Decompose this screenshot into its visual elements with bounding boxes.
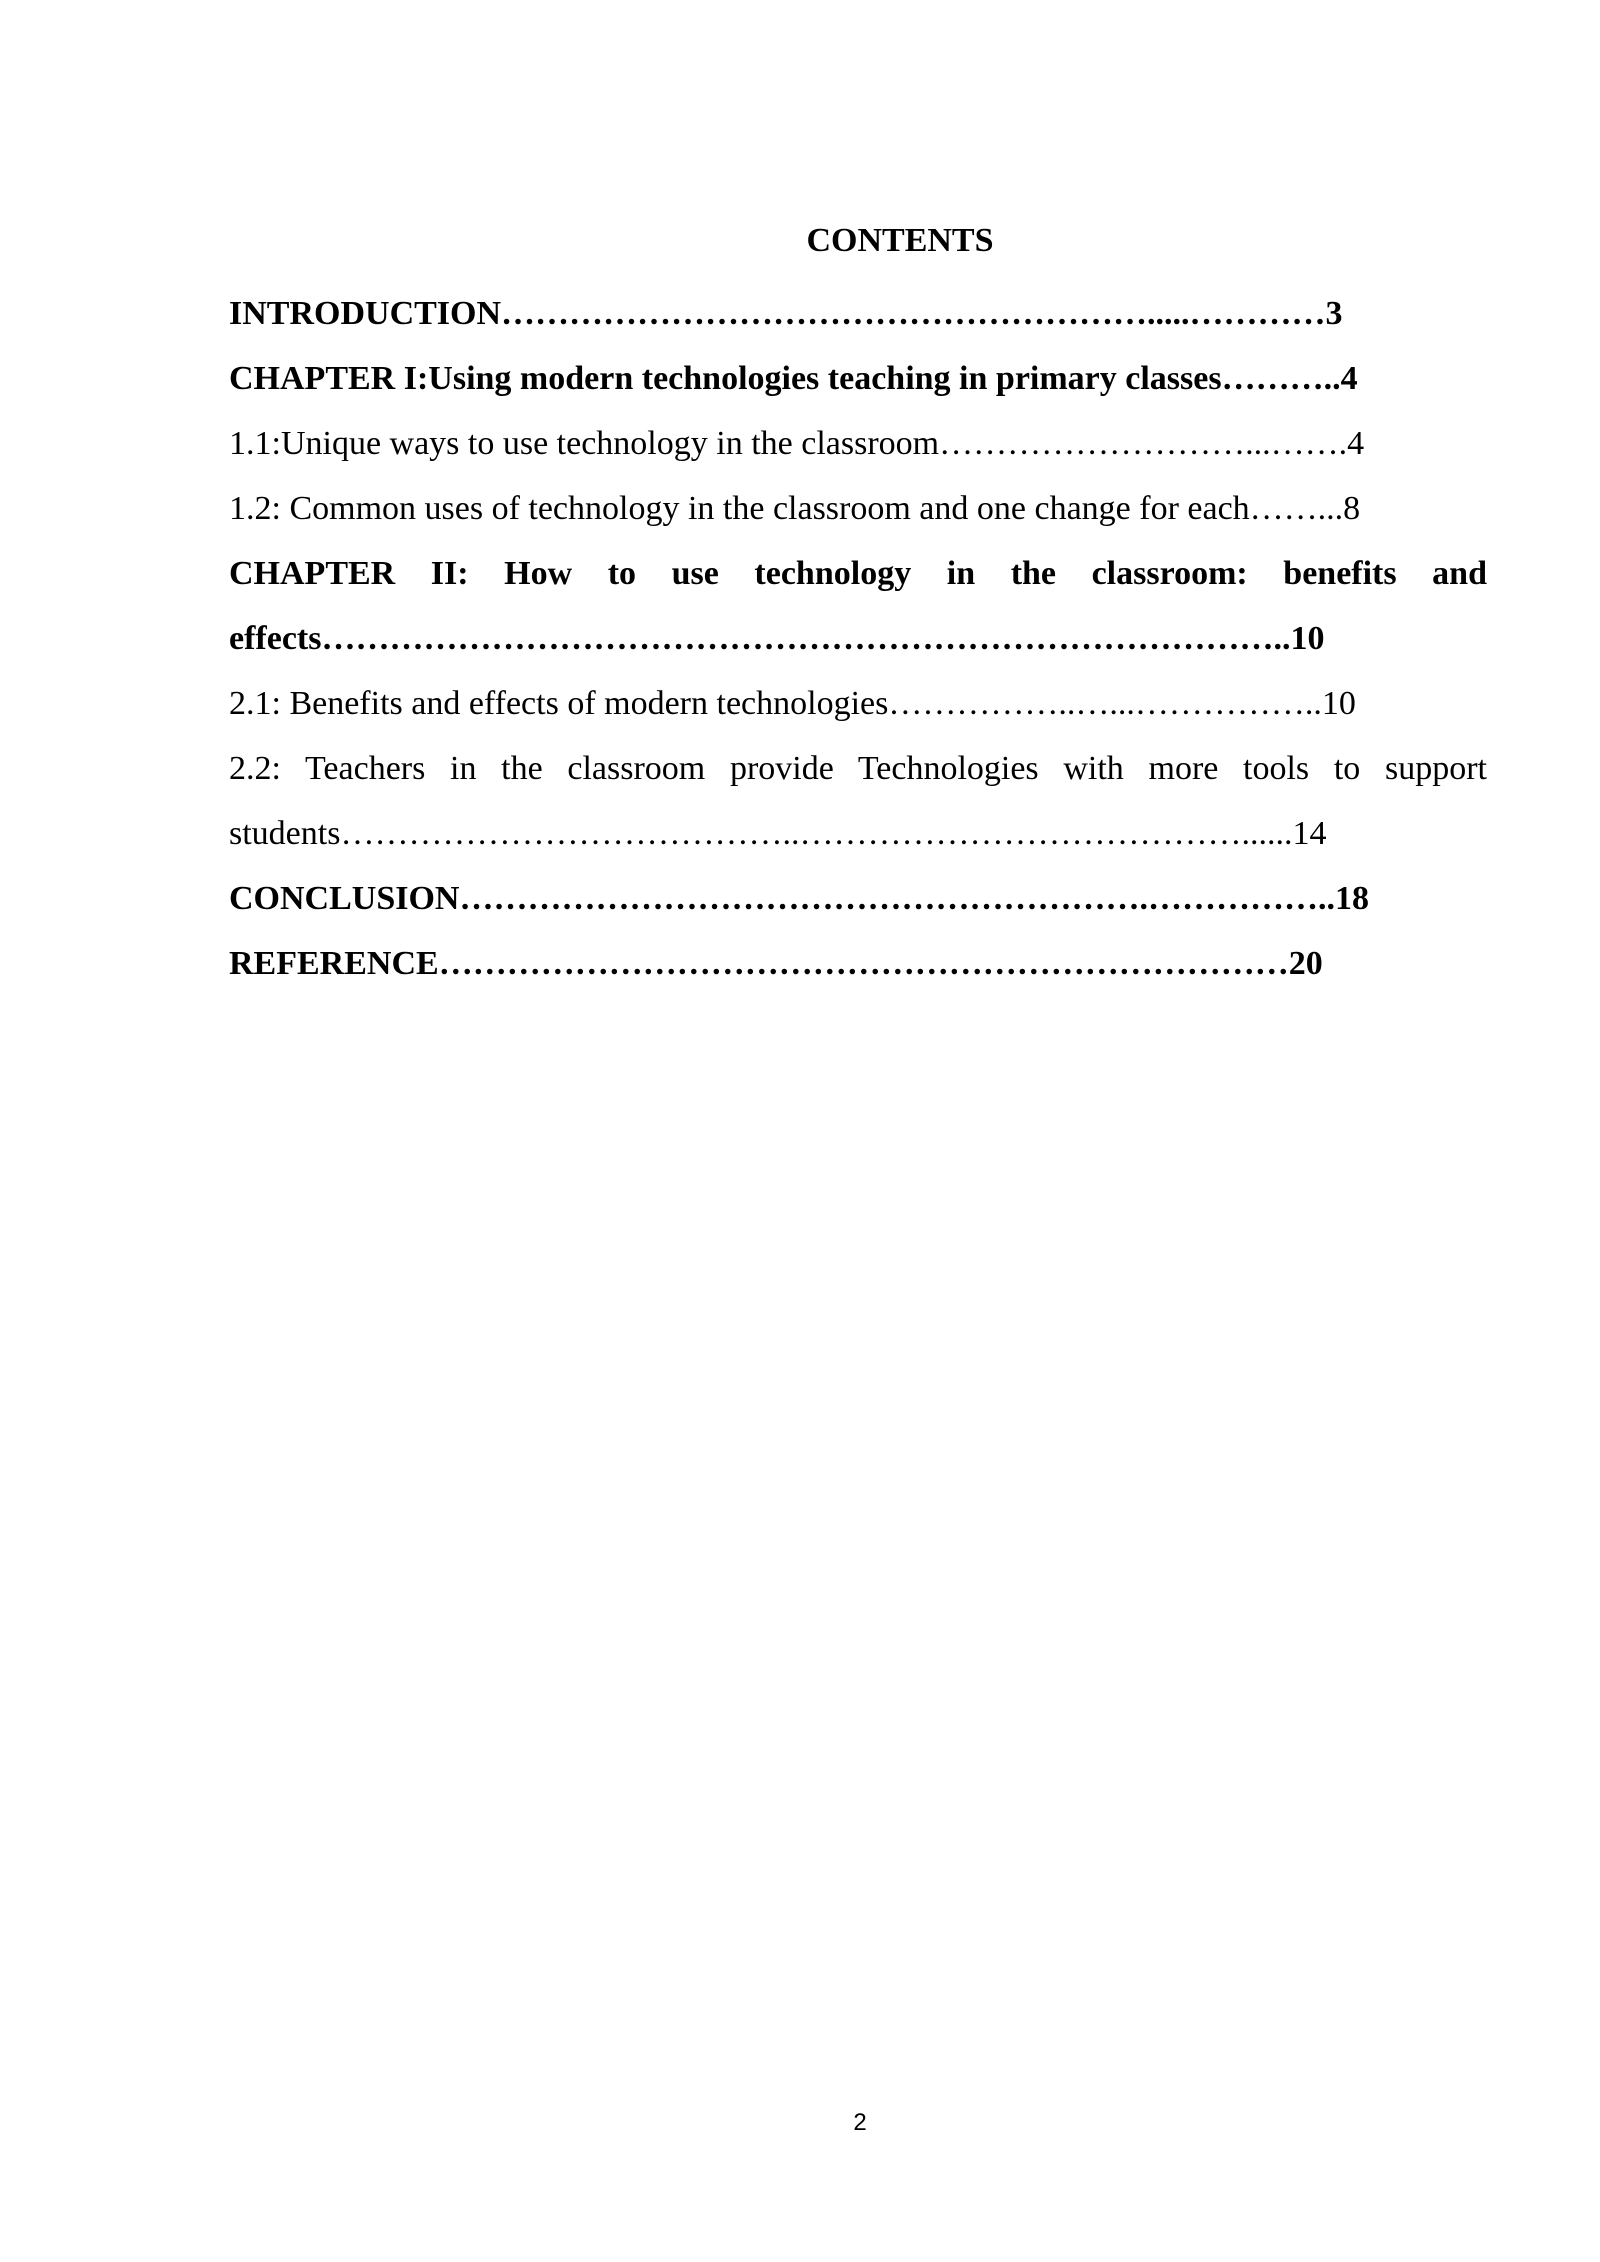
toc-entry-chapter-2-line-1: CHAPTER II: How to use technology in the classroom: benefits and [229,555,1487,592]
toc-entry-chapter-2-line-2: effects…………………………………………………………………………..10 [229,620,1325,657]
page-number: 2 [853,2109,867,2136]
toc-entry-section-1-2: 1.2: Common uses of technology in the classroom and one change for each……...8 [229,490,1361,527]
contents-heading: CONTENTS [806,222,994,259]
toc-entry-section-2-2-line-1: 2.2: Teachers in the classroom provide Technologies with more tools to support [229,750,1487,787]
toc-entry-reference: REFERENCE…………………………………………………………………20 [229,945,1323,982]
toc-entry-introduction: INTRODUCTION………………………………………………….....…………3 [229,295,1343,332]
toc-entry-section-2-2-line-2: students…………………………………..…………………………………......14 [229,815,1327,852]
toc-entry-section-2-1: 2.1: Benefits and effects of modern technologies……………..…...……………..10 [229,685,1356,722]
toc-entry-section-1-1: 1.1:Unique ways to use technology in the classroom………………………...…….4 [229,425,1365,462]
toc-entry-conclusion: CONCLUSION…………………………………………………….……………..18 [229,880,1369,917]
toc-entry-chapter-1: CHAPTER I:Using modern technologies teaching in primary classes………..4 [229,360,1358,397]
table-of-contents [229,281,1487,996]
